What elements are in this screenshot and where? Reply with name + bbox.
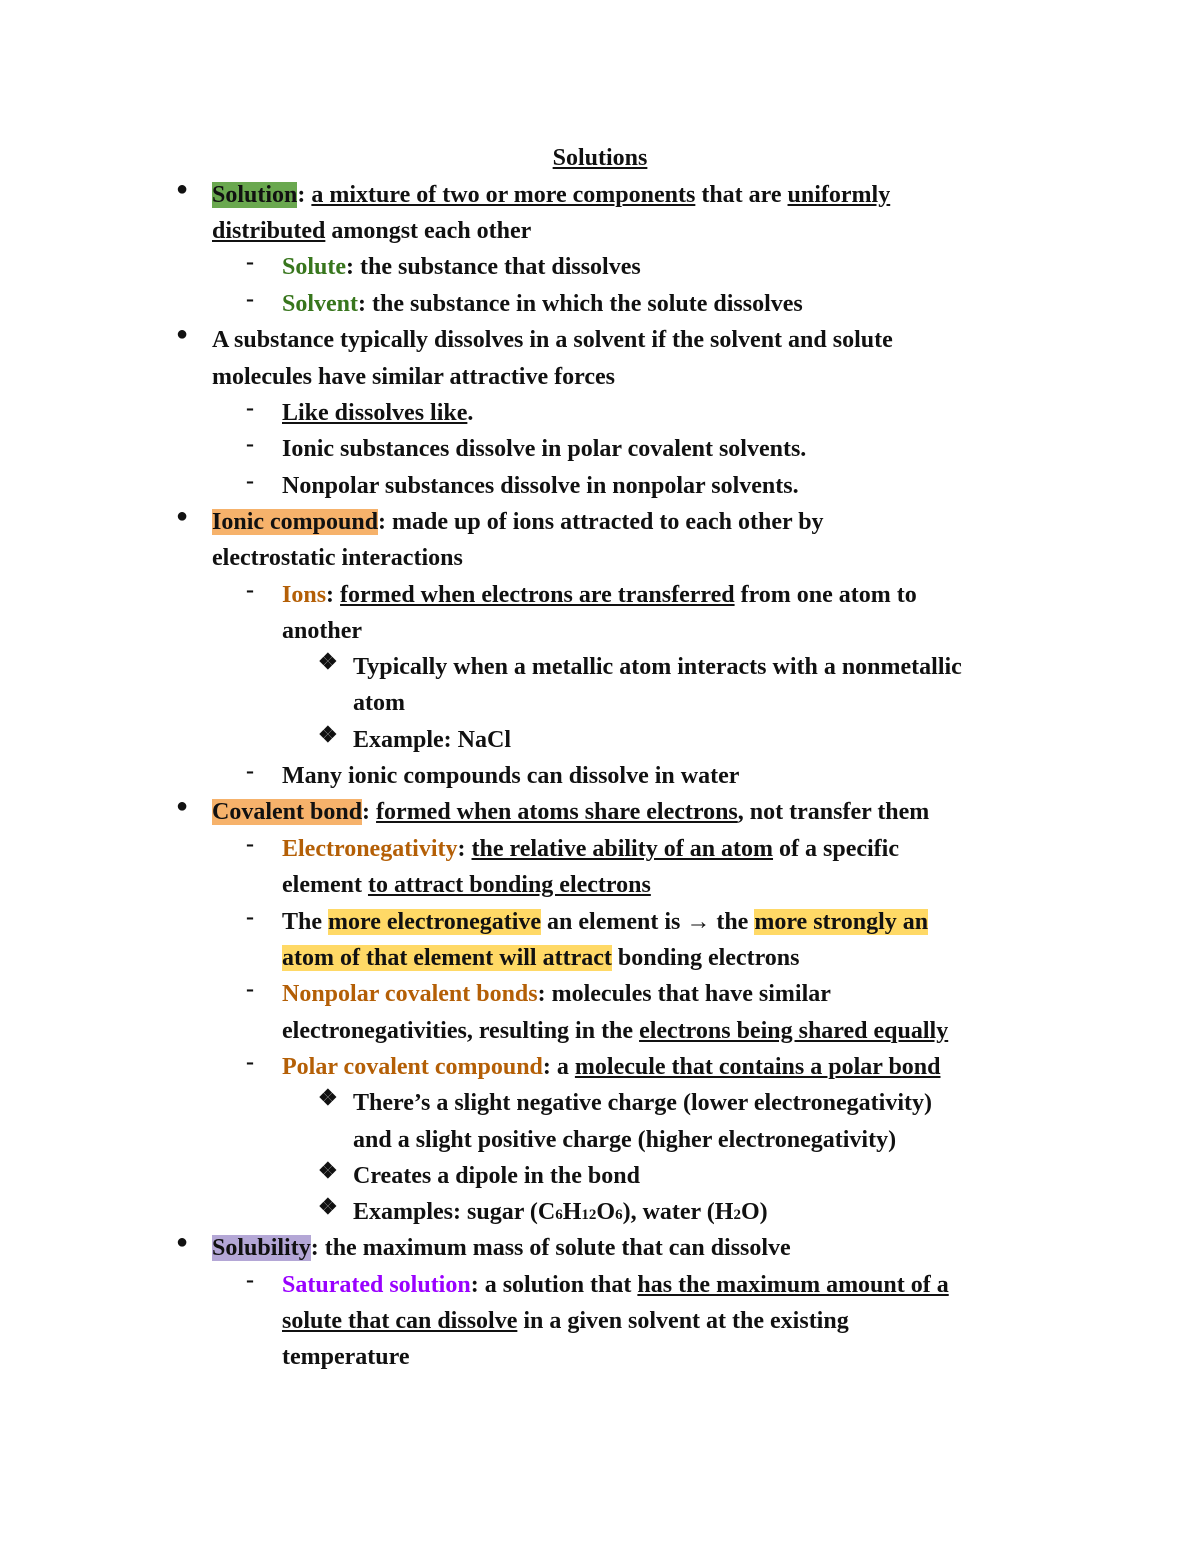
- ions-item-cont: another: [282, 618, 362, 644]
- nonpolar-covalent-term: Nonpolar covalent bonds: [282, 981, 538, 1007]
- solubility-definition: Solubility: the maximum mass of solute that can dissolve: [212, 1235, 791, 1261]
- solubility-term: Solubility: [212, 1235, 311, 1261]
- dash-marker: -: [246, 904, 254, 930]
- ions-item: Ions: formed when electrons are transferred from one atom to: [282, 582, 917, 608]
- solution-def-underlined: a mixture of two or more components: [311, 182, 696, 208]
- diamond-marker: ❖: [318, 649, 338, 674]
- dash-marker: -: [246, 468, 254, 494]
- ionic-dissolve-item: Ionic substances dissolve in polar covalent solvents.: [282, 436, 807, 462]
- solute-term: Solute: [282, 254, 347, 280]
- dash-marker: -: [246, 831, 254, 857]
- bullet-marker: ●: [176, 505, 189, 527]
- ions-sub-metallic: Typically when a metallic atom interacts with a nonmetallic: [353, 654, 962, 680]
- bullet-marker: ●: [176, 323, 189, 345]
- covalent-bond-term: Covalent bond: [212, 799, 363, 825]
- polar-sub-examples: Examples: sugar (C6H12O6), water (H2O): [353, 1199, 768, 1225]
- diamond-marker: ❖: [318, 1085, 338, 1110]
- diamond-marker: ❖: [318, 1158, 338, 1183]
- page-title: Solutions: [552, 145, 648, 171]
- electronegativity-item-cont: element to attract bonding electrons: [282, 872, 651, 898]
- dissolve-line1: A substance typically dissolves in a solvent if the solvent and solute: [212, 327, 893, 353]
- electronegativity-item: Electronegativity: the relative ability of an atom of a specific: [282, 836, 899, 862]
- more-electronegative-item: The more electronegative an element is → the more strongly an: [282, 909, 929, 935]
- ionic-compound-definition: Ionic compound: made up of ions attracted to each other by: [212, 509, 824, 535]
- nonpolar-covalent-item: Nonpolar covalent bonds: molecules that have similar: [282, 981, 831, 1007]
- nonpolar-covalent-item-cont: electronegativities, resulting in the electrons being shared equally: [282, 1018, 949, 1044]
- polar-sub-dipole: Creates a dipole in the bond: [353, 1163, 640, 1189]
- dissolve-line2: molecules have similar attractive forces: [212, 364, 615, 390]
- like-dissolves-item: Like dissolves like.: [282, 400, 474, 426]
- dash-marker: -: [246, 577, 254, 603]
- polar-sub-charge: There’s a slight negative charge (lower electronegativity): [353, 1090, 932, 1116]
- polar-covalent-term: Polar covalent compound: [282, 1054, 543, 1080]
- polar-sub-charge-cont: and a slight positive charge (higher electronegativity): [353, 1127, 897, 1153]
- solute-item: Solute: the substance that dissolves: [282, 254, 641, 280]
- dash-marker: -: [246, 758, 254, 784]
- saturated-solution-item-end: temperature: [282, 1344, 410, 1370]
- saturated-solution-item-cont: solute that can dissolve in a given solvent at the existing: [282, 1308, 849, 1334]
- bullet-marker: ●: [176, 1231, 189, 1253]
- bullet-marker: ●: [176, 178, 189, 200]
- nonpolar-dissolve-item: Nonpolar substances dissolve in nonpolar solvents.: [282, 473, 799, 499]
- solution-definition: Solution: a mixture of two or more components that are uniformly: [212, 182, 891, 208]
- solution-term: Solution: [212, 182, 298, 208]
- ions-sub-example: Example: NaCl: [353, 727, 511, 753]
- solution-definition-cont: distributed amongst each other: [212, 218, 532, 244]
- saturated-solution-term: Saturated solution: [282, 1272, 471, 1298]
- saturated-solution-item: Saturated solution: a solution that has the maximum amount of a: [282, 1272, 949, 1298]
- dash-marker: -: [246, 1267, 254, 1293]
- polar-covalent-item: Polar covalent compound: a molecule that contains a polar bond: [282, 1054, 941, 1080]
- ionic-compound-def-cont: electrostatic interactions: [212, 545, 463, 571]
- bullet-marker: ●: [176, 795, 189, 817]
- more-electronegative-item-cont: atom of that element will attract bonding electrons: [282, 945, 800, 971]
- diamond-marker: ❖: [318, 722, 338, 747]
- dash-marker: -: [246, 431, 254, 457]
- dash-marker: -: [246, 395, 254, 421]
- dash-marker: -: [246, 1049, 254, 1075]
- dash-marker: -: [246, 976, 254, 1002]
- ions-sub-metallic-cont: atom: [353, 690, 405, 716]
- ions-term: Ions: [282, 582, 327, 608]
- electronegativity-term: Electronegativity: [282, 836, 458, 862]
- covalent-bond-definition: Covalent bond: formed when atoms share electrons, not transfer them: [212, 799, 930, 825]
- dash-marker: -: [246, 286, 254, 312]
- diamond-marker: ❖: [318, 1194, 338, 1219]
- solvent-term: Solvent: [282, 291, 359, 317]
- solvent-item: Solvent: the substance in which the solute dissolves: [282, 291, 803, 317]
- ionic-compound-term: Ionic compound: [212, 509, 379, 535]
- ionic-water-item: Many ionic compounds can dissolve in water: [282, 763, 740, 789]
- dash-marker: -: [246, 249, 254, 275]
